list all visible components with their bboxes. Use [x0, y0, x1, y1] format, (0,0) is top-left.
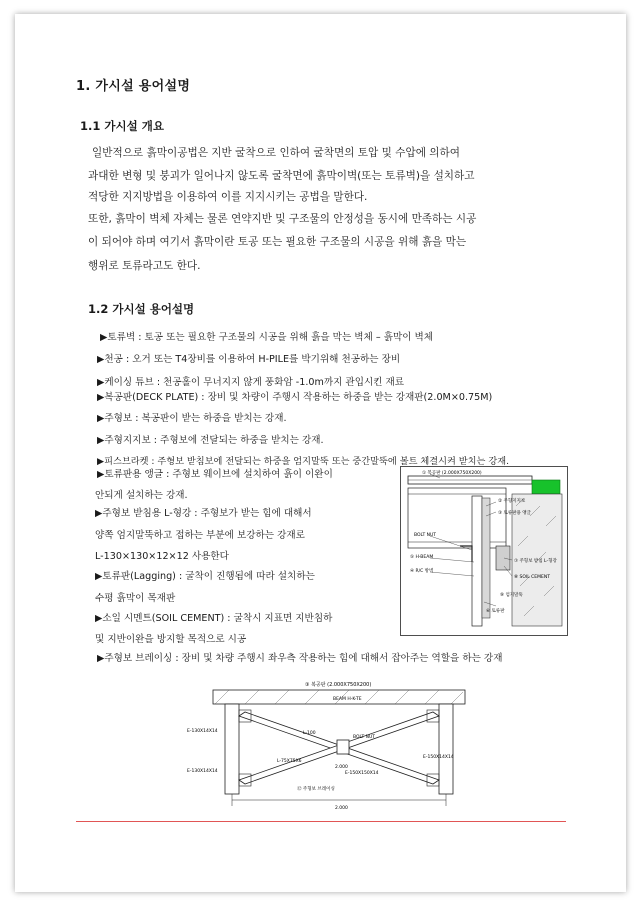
term-item: ▶토류판(Lagging) : 굴착이 진행됨에 따라 설치하는 — [95, 571, 315, 582]
label-deck: ③ 복공판 (2.000X750X200) — [305, 682, 372, 688]
label-brace: ⑫ 주형보 브레이싱 — [297, 787, 335, 792]
term-item: L-130×130×12×12 사용한다 — [95, 551, 229, 562]
overview-line: 과대한 변형 및 붕괴가 일어나지 않도록 굴착면에 흙막이벽(또는 토류벽)을 설치하고 — [88, 170, 475, 182]
term-item: ▶주형보 받침용 L-형강 : 주형보가 받는 힘에 대해서 — [95, 508, 312, 519]
overview-heading: 1.1 가시설 개요 — [80, 119, 164, 133]
label-dim1: 2.000 — [335, 765, 348, 770]
center-plate — [337, 740, 349, 754]
term-item: ▶토류벽 : 토공 또는 필요한 구조물의 시공을 위해 흙을 막는 벽체 – 흙막이 벽체 — [100, 332, 434, 343]
label-right1: E-150X14X14 — [423, 755, 454, 760]
overview-line: 행위로 토류라고도 한다. — [88, 260, 201, 272]
overview-line: 적당한 지지방법을 이용하여 이를 지지시키는 공법을 말한다. — [88, 191, 368, 203]
overview-line: 또한, 흙막이 벽체 자체는 물론 연약지반 및 구조물의 안정성을 동시에 만족하는 시공 — [88, 213, 477, 225]
label-bottom1: E-150X150X14 — [345, 771, 379, 776]
term-item: 양쪽 엄지말뚝하고 접하는 부분에 보강하는 강재로 — [95, 530, 305, 541]
label-main: ⑦ 주형보 받침 L-형강 — [514, 559, 557, 564]
label-rcwall: ④ R/C 방벽 — [410, 569, 434, 574]
label-bolt: BOLT NUT — [353, 735, 376, 740]
label-l1: L-100 — [303, 731, 316, 736]
term-item: ▶주형보 : 복공판이 받는 하중을 받치는 강재. — [97, 413, 287, 424]
label-hbeam: ⑤ H-BEAM — [410, 555, 434, 560]
term-item: ▶피스브라켓 : 주형보 받침보에 전달되는 하중을 엄지말뚝 또는 중간말뚝에 볼트 체결시켜 받치는 강재. — [97, 456, 510, 467]
label-angle: ③ 토류판용 앵글 — [498, 511, 531, 516]
label-l2: L-75X75X6 — [277, 759, 302, 764]
term-item: ▶주형보 브레이싱 : 장비 및 차량 주행시 좌우측 작용하는 힘에 대해서 잡아주는 역할을 하는 강재 — [97, 653, 503, 664]
overview-line: 일반적으로 흙막이공법은 지반 굴착으로 인하여 굴착면의 토압 및 수압에 의하여 — [92, 147, 461, 159]
term-item: ▶복공판(DECK PLATE) : 장비 및 차량이 주행시 작용하는 하중을 받는 강재판(2.0M×0.75M) — [97, 392, 493, 403]
terms-heading: 1.2 가시설 용어설명 — [88, 302, 195, 316]
main-beam — [408, 488, 506, 548]
term-item: 안되게 설치하는 강재. — [95, 490, 188, 501]
section-drawing — [400, 466, 568, 636]
pile — [472, 496, 482, 626]
label-beam: BEAM H-K-TE — [333, 697, 362, 702]
label-dim2: 2.000 — [335, 806, 348, 811]
label-soil: ⑧ SOIL CEMENT — [514, 575, 550, 580]
bracing-drawing — [185, 676, 485, 816]
label-lagging: ⑥ 토류판 — [486, 609, 505, 614]
left-column — [225, 704, 239, 794]
overview-line: 이 되어야 하며 여기서 흙막이란 토공 또는 필요한 구조물의 시공을 위해 흙을 막는 — [88, 236, 467, 248]
term-item: ▶주형지지보 : 주형보에 전달되는 하중을 받치는 강재. — [97, 435, 324, 446]
footer-rule — [76, 821, 566, 822]
soil-cement — [496, 546, 510, 570]
label-bolt: BOLT NUT — [414, 533, 437, 538]
green-block — [532, 480, 560, 494]
term-item: 및 지반이완을 방지할 목적으로 시공 — [95, 634, 247, 645]
term-item: ▶소일 시멘트(SOIL CEMENT) : 굴착시 지표면 지반침하 — [95, 613, 333, 624]
label-deck: ① 복공판 (2.000X750X200) — [422, 471, 482, 476]
label-pile: ⑨ 엄지말뚝 — [500, 593, 523, 598]
label-left1: E-130X14X14 — [187, 729, 218, 734]
term-item: ▶케이싱 튜브 : 천공홀이 무너지지 않게 풍화암 -1.0m까지 관입시킨 재료 — [97, 377, 405, 388]
label-left2: E-130X14X14 — [187, 769, 218, 774]
term-item: 수평 흙막이 목재판 — [95, 593, 176, 604]
term-item: ▶토류판용 앵글 : 주형보 웨이브에 설치하여 흙이 이완이 — [97, 469, 333, 480]
right-column — [439, 704, 453, 794]
term-item: ▶천공 : 오거 또는 T4장비를 이용하여 H-PILE를 박기위해 천공하는 장비 — [97, 354, 401, 365]
section-title: 1. 가시설 용어설명 — [76, 79, 191, 94]
label-support: ② 주형지지보 — [498, 499, 526, 504]
